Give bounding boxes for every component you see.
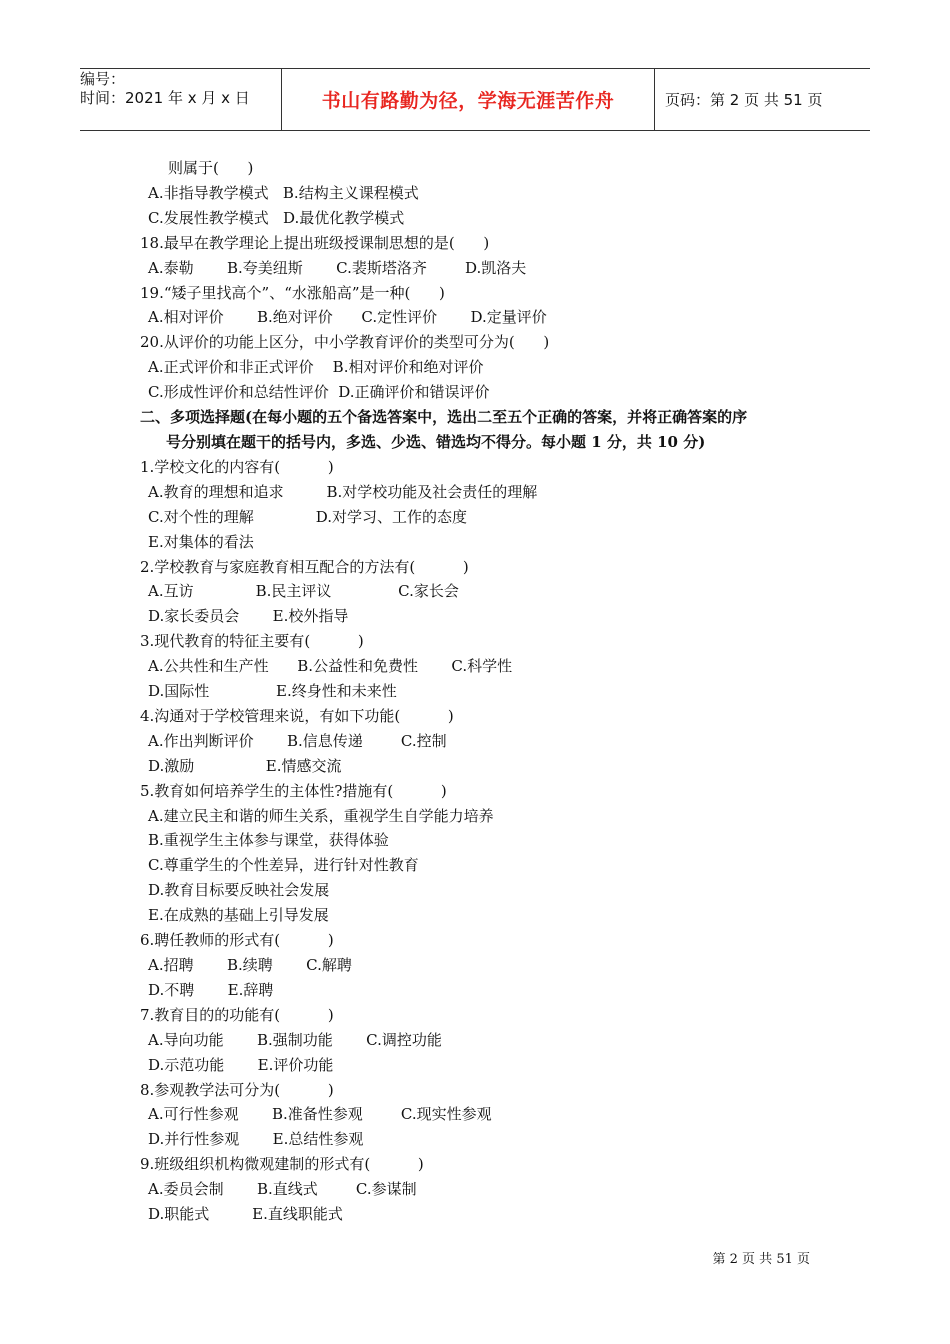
question-line: 3.现代教育的特征主要有( ): [140, 632, 364, 651]
header-motto: 书山有路勤为径，学海无涯苦作舟: [321, 90, 615, 112]
answer-option-line: D.教育目标要反映社会发展: [148, 881, 330, 900]
answer-option-line: D.激励 E.情感交流: [148, 756, 342, 775]
document-number-label: 编号：: [80, 70, 126, 88]
question-line: 7.教育目的的功能有( ): [140, 1005, 334, 1024]
question-line: 9.班级组织机构微观建制的形式有( ): [140, 1155, 424, 1174]
section-heading-line: 二、多项选择题(在每小题的五个备选答案中，选出二至五个正确的答案，并将正确答案的序: [140, 408, 748, 427]
question-line: 19.“矮子里找高个”、“水涨船高”是一种( ): [140, 283, 445, 302]
answer-option-line: A.作出判断评价 B.信息传递 C.控制: [148, 731, 447, 750]
answer-option-line: D.不聘 E.辞聘: [148, 980, 274, 999]
question-line: 20.从评价的功能上区分，中小学教育评价的类型可分为( ): [140, 333, 550, 352]
answer-option-line: A.公共性和生产性 B.公益性和免费性 C.科学性: [148, 657, 513, 676]
answer-option-line: A.建立民主和谐的师生关系，重视学生自学能力培养: [148, 806, 494, 825]
answer-option-line: D.家长委员会 E.校外指导: [148, 607, 349, 626]
document-body: [140, 156, 830, 1227]
answer-option-line: A.教育的理想和追求 B.对学校功能及社会责任的理解: [148, 482, 538, 501]
answer-option-line: B.重视学生主体参与课堂，获得体验: [148, 831, 389, 850]
answer-option-line: A.非指导教学模式 B.结构主义课程模式: [148, 183, 419, 202]
page-footer: 第 2 页 共 51 页: [712, 1252, 810, 1267]
answer-option-line: D.示范功能 E.评价功能: [148, 1055, 334, 1074]
answer-option-line: A.委员会制 B.直线式 C.参谋制: [148, 1180, 417, 1199]
section-heading-line: 号分别填在题干的括号内，多选、少选、错选均不得分。每小题 1 分，共 10 分): [166, 432, 706, 451]
header-page-info: 页码：第 2 页 共 51 页: [665, 90, 823, 109]
question-line: 6.聘任教师的形式有( ): [140, 931, 334, 950]
document-time-label: 时间：2021 年 x 月 x 日: [80, 89, 250, 107]
header-left-cell: [80, 69, 280, 130]
answer-option-line: C.发展性教学模式 D.最优化教学模式: [148, 208, 405, 227]
answer-option-line: C.形成性评价和总结性评价 D.正确评价和错误评价: [148, 383, 490, 402]
question-line: 4.沟通对于学校管理来说，有如下功能( ): [140, 706, 454, 725]
answer-option-line: A.泰勒 B.夸美纽斯 C.裴斯塔洛齐 D.凯洛夫: [148, 258, 527, 277]
answer-option-line: A.正式评价和非正式评价 B.相对评价和绝对评价: [148, 358, 484, 377]
answer-option-line: D.职能式 E.直线职能式: [148, 1205, 343, 1224]
question-line: 8.参观教学法可分为( ): [140, 1080, 334, 1099]
header-page-cell: [655, 69, 870, 130]
answer-option-line: C.对个性的理解 D.对学习、工作的态度: [148, 507, 467, 526]
question-line: 则属于( ): [168, 159, 254, 177]
question-line: 2.学校教育与家庭教育相互配合的方法有( ): [140, 557, 469, 576]
answer-option-line: A.招聘 B.续聘 C.解聘: [148, 956, 352, 974]
answer-option-line: E.对集体的看法: [148, 532, 254, 551]
answer-option-line: C.尊重学生的个性差异，进行针对性教育: [148, 856, 419, 875]
answer-option-line: A.互访 B.民主评议 C.家长会: [148, 582, 459, 601]
header-motto-cell: [281, 69, 655, 130]
page-header: [80, 68, 870, 131]
answer-option-line: D.并行性参观 E.总结性参观: [148, 1130, 364, 1149]
question-line: 18.最早在教学理论上提出班级授课制思想的是( ): [140, 233, 490, 252]
answer-option-line: A.相对评价 B.绝对评价 C.定性评价 D.定量评价: [148, 308, 547, 327]
question-line: 1.学校文化的内容有( ): [140, 457, 334, 476]
answer-option-line: E.在成熟的基础上引导发展: [148, 906, 329, 925]
question-line: 5.教育如何培养学生的主体性?措施有( ): [140, 781, 447, 800]
answer-option-line: D.国际性 E.终身性和未来性: [148, 682, 397, 701]
answer-option-line: A.可行性参观 B.准备性参观 C.现实性参观: [148, 1105, 492, 1124]
answer-option-line: A.导向功能 B.强制功能 C.调控功能: [148, 1030, 442, 1049]
